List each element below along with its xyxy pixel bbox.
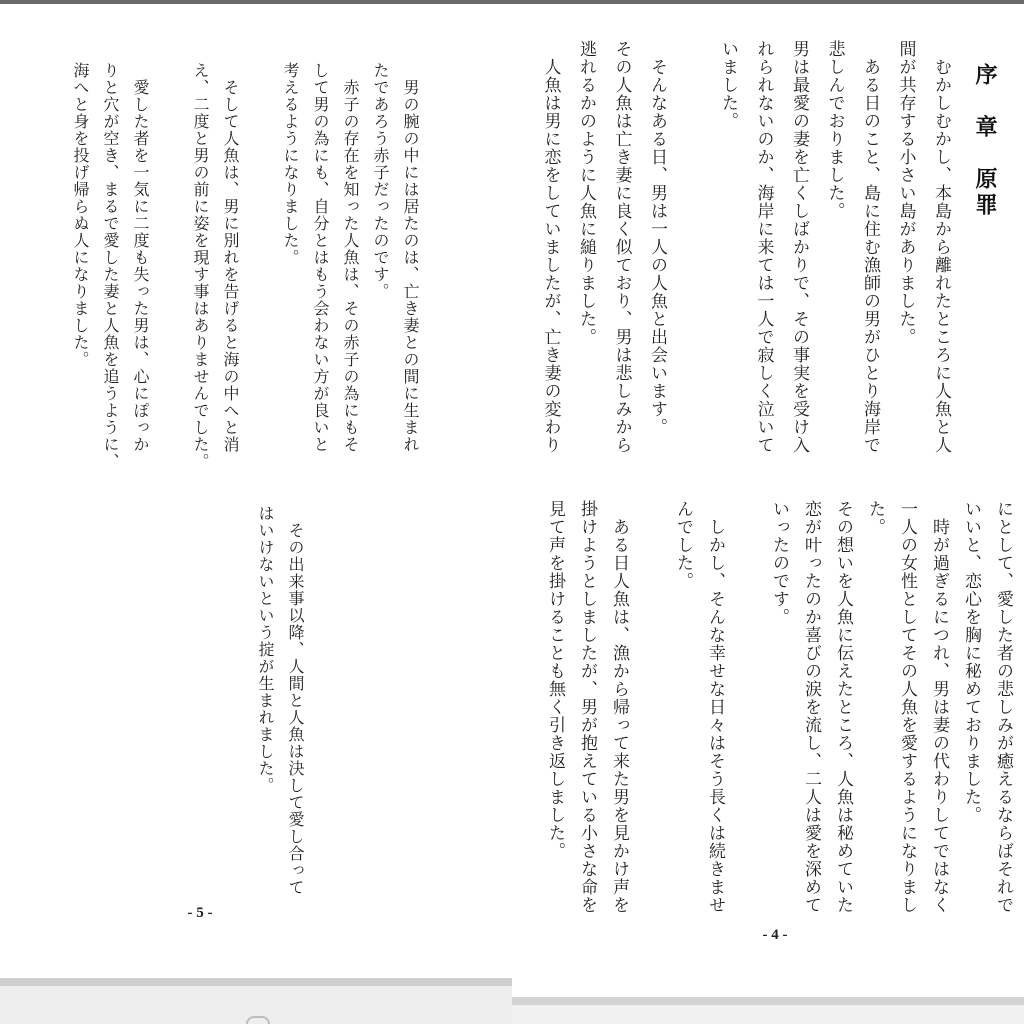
text-column: りと穴が空き、まるで愛した妻と人魚を追うように、 xyxy=(101,62,120,470)
text-column: 男は最愛の妻を亡くしばかりで、その事実を受け入 xyxy=(789,40,809,454)
paragraph-group xyxy=(250,505,310,925)
text-column: いいと、恋心を胸に秘めておりました。 xyxy=(961,500,981,824)
text-column: 逃れるかのように人魚に縋りました。 xyxy=(576,40,596,346)
text-column: して男の為にも、自分とはもう会わない方が良いと xyxy=(311,62,330,453)
text-column: 間が共存する小さい島がありました。 xyxy=(895,40,916,346)
text-column: 赤子の存在を知った人魚は、その赤子の為にもそ xyxy=(341,62,360,453)
text-column: ある日人魚は、漁から帰って来た男を見かけ声を xyxy=(609,500,629,914)
text-column: はいけないという掟が生まれました。 xyxy=(256,505,275,794)
paragraph-group xyxy=(667,500,731,940)
page-5-bottom-edge xyxy=(0,978,512,986)
text-column: 掛けようとしましたが、男が抱えている小さな命を xyxy=(577,500,597,914)
text-column: 海へと身を投げ帰らぬ人になりました。 xyxy=(71,62,90,368)
page-5-lower-text xyxy=(250,505,310,925)
text-column: そんなある日、男は一人の人魚と出会います。 xyxy=(647,40,667,436)
paragraph-group xyxy=(763,500,1019,940)
page-5-upper-text xyxy=(65,62,425,482)
text-column: その想いを人魚に伝えたところ、人魚は秘めていた xyxy=(833,500,853,914)
text-column: た。 xyxy=(865,500,885,536)
text-column: いったのです。 xyxy=(769,500,789,626)
text-column: 悲しんでおりました。 xyxy=(824,40,845,220)
paragraph-group xyxy=(65,62,155,482)
next-page-circle-icon xyxy=(246,1016,270,1024)
text-column: そして人魚は、男に別れを告げると海の中へと消 xyxy=(221,62,240,453)
paragraph-group xyxy=(532,40,674,480)
text-column: 男の腕の中には居たのは、亡き妻との間に生まれ xyxy=(401,62,420,453)
text-column: いました。 xyxy=(718,40,738,130)
text-column: 時が過ぎるにつれ、男は妻の代わりしてではなく xyxy=(929,500,949,914)
text-column: その人魚は亡き妻に良く似ており、男は悲しみから xyxy=(611,40,632,454)
text-column: れられないのか、海岸に来ては一人で寂しく泣いて xyxy=(753,40,774,454)
page-number: - 4 - xyxy=(762,927,788,943)
text-column: 人魚は男に恋をしていましたが、亡き妻の変わり xyxy=(540,40,561,454)
chapter-title: 序 章 原罪 xyxy=(972,63,998,219)
paragraph-group xyxy=(539,500,635,940)
text-column: 恋が叶ったのか喜びの涙を流し、二人は愛を深めて xyxy=(801,500,821,914)
text-column: 見て声を掛けることも無く引き返しました。 xyxy=(545,500,565,860)
text-column: その出来事以降、人間と人魚は決して愛し合って xyxy=(286,505,305,896)
text-column: 愛した者を一気に二度も失った男は、心にぽっか xyxy=(131,62,150,453)
paragraph-group xyxy=(275,62,425,482)
paragraph-group xyxy=(710,40,959,480)
text-column: にとして、愛した者の悲しみが癒えるならばそれで xyxy=(993,500,1013,914)
text-column: え、二度と男の前に姿を現す事はありませんでした。 xyxy=(191,62,210,470)
text-column: んでした。 xyxy=(673,500,693,590)
text-column: 一人の女性としてその人魚を愛するようになりまし xyxy=(897,500,917,914)
next-page-preview-right xyxy=(512,1005,1024,1024)
text-column: ある日のこと、島に住む漁師の男がひとり海岸で xyxy=(860,40,880,454)
text-column: 考えるようになりました。 xyxy=(281,62,300,266)
paragraph-group xyxy=(185,62,245,482)
text-column: たであろう赤子だったのです。 xyxy=(371,62,390,300)
page-number: - 5 - xyxy=(187,905,213,921)
page-4-bottom-edge xyxy=(512,997,1024,1005)
page-4-lower-text xyxy=(539,500,1019,940)
page-4-upper-text xyxy=(532,40,958,480)
text-column: しかし、そんな幸せな日々はそう長くは続きませ xyxy=(705,500,725,914)
text-column: むかしむかし、本島から離れたところに人魚と人 xyxy=(931,40,951,454)
